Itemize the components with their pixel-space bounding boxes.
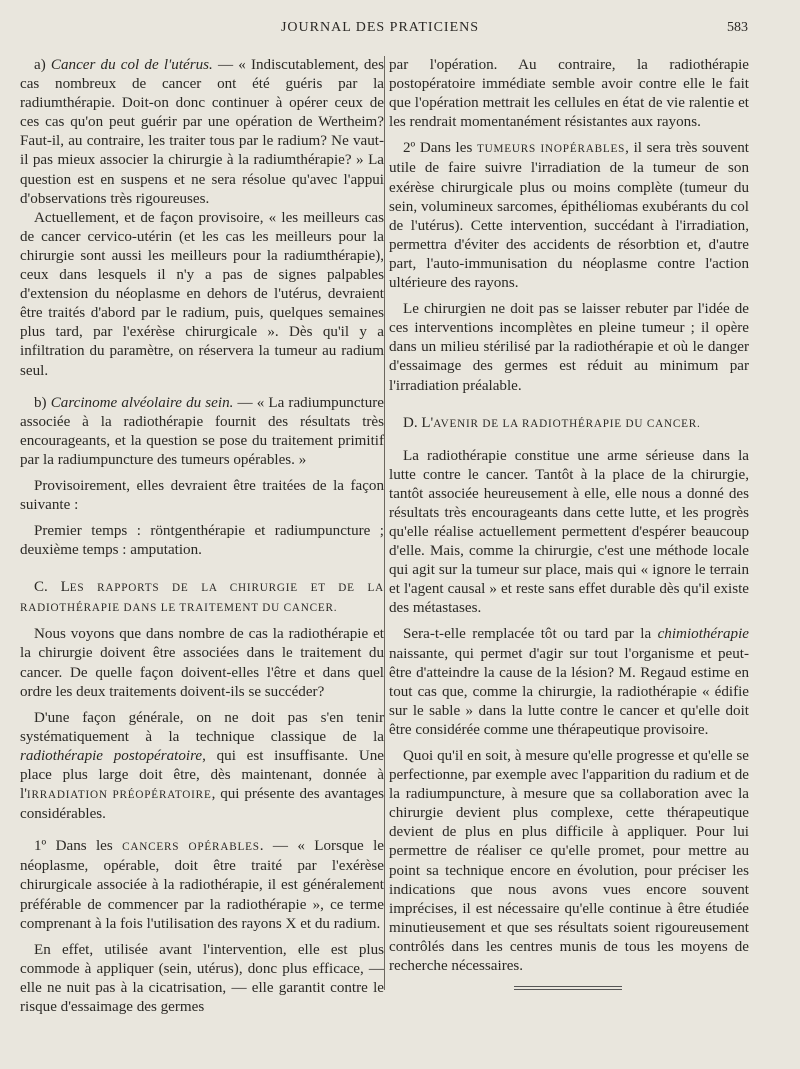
smallcaps-term: CANCERS OPÉRABLES (122, 841, 260, 854)
page-header (22, 20, 748, 44)
subheading-italic: Carcinome alvéolaire du sein. (50, 394, 234, 411)
paragraph-text: — « La radiumpuncture associée à la radiothérapie fournit des résultats très encourageants, et la question se pose du traitement primitif par la radiumpuncture des tumeurs opérables. » (20, 394, 384, 468)
item-label: a) (34, 57, 51, 73)
paragraph-cancer-col-uterus (20, 56, 384, 209)
paragraph-text: La radiothérapie constitue une arme sérieuse dans la lutte contre le cancer. Tantôt à la place de la chirurgie, tantôt associée heureusement à elle, elle nous a donné des résultats très encourageants dans cette lutte, et les progrès qu'elle réalise actuellement permettent d'espérer beaucoup d'elle. Mais, comme la chirurgie, c'est une méthode locale qui agit sur la tumeur sur place, mais qui « ignore le terrain et l'agent causal » et reste sans effet durable dès qu'il existe des métastases. (389, 447, 749, 617)
end-rule (514, 989, 622, 990)
subheading-italic: Cancer du col de l'utérus. (50, 57, 213, 73)
section-letter: C. L (34, 579, 70, 596)
paragraph-text: Actuellement, et de façon provisoire, « les meilleurs cas de cancer cervico-utérin (et les cas les meilleurs pour la chirurgie sont aussi les meilleurs pour la radiumthérapie), ceux dans lesquels il n'y a pas de signes palpables d'extension du néoplasme en dehors de l'utérus, devraient être traités d'abord par le radium, puis, quelques semaines plus tard, par l'exérèse chirurgicale ». Dès qu'il y a infiltration du paramètre, on réservera la tumeur au radium seul. (20, 209, 384, 379)
paragraph-text: Sera-t-elle remplacée tôt ou tard par la (403, 626, 658, 643)
paragraph-text: — « Indiscutablement, des cas nombreux de cancer ont été guéris par la radiumthérapie. Doit-on donc continuer à opérer ceux de ces cas qu'on peut guérir par une opération de Wertheim? Faut-il, au contraire, les traiter tous par le radium? Ne vaut-il pas mieux associer la chirurgie à la radiumthérapie? » La question est en suspens et ne sera résolue qu'avec l'appui d'observations très rigoureuses. (20, 57, 385, 207)
section-letter: D. L' (403, 414, 434, 431)
paragraph-chimiotherapie (389, 625, 749, 740)
column-divider (384, 56, 385, 990)
paragraph-text: par l'opération. Au contraire, la radiothérapie postopératoire immédiate semble avoir contre elle le fait que l'opération mettrait les cellules en état de vie ralentie et les rendrait momentanément résistantes aux rayons. (389, 57, 749, 131)
paragraph-tumeurs-inoperables (389, 139, 749, 293)
paragraph-text: Premier temps : röntgenthérapie et radiumpuncture ; deuxième temps : amputation. (20, 523, 384, 559)
paragraph-text: 1º Dans les (34, 838, 123, 855)
smallcaps-term: IRRADIATION PRÉOPÉRATOIRE (26, 789, 212, 802)
paragraph-text: D'une façon générale, on ne doit pas s'en tenir systématiquement à la technique classique de la (20, 709, 384, 745)
section-heading-d (389, 414, 749, 434)
italic-term: radiothérapie postopératoire (20, 747, 203, 764)
paragraph-text: En effet, utilisée avant l'intervention, elle est plus commode à appliquer (sein, utérus), donc plus efficace, — elle ne nuit pas à la cicatrisation, — elle garantit contre le risque d'essaimage des germes (20, 941, 384, 1016)
paragraph-text: , qui est insuffisante. Une place plus large doit être, dès maintenant, donnée à l' (20, 747, 384, 803)
italic-term: chimiothérapie (657, 626, 749, 643)
paragraph-cancers-operables (20, 837, 384, 933)
journal-title: JOURNAL DES PRATICIENS (280, 20, 480, 35)
paragraph-text: , qui présente des avantages considérables. (20, 786, 384, 823)
paragraph-text: Le chirurgien ne doit pas se laisser rebuter par l'idée de ces interventions incomplètes en pleine tumeur ; il opère dans un milieu stérilisé par la radiothérapie et où le danger d'essaimage des germes est réduit au minimum par l'irradiation préalable. (389, 301, 749, 394)
paragraph-radiotherapie (20, 709, 384, 825)
paragraph-text: Quoi qu'il en soit, à mesure qu'elle progresse et qu'elle se perfectionne, par exemple avec l'apparition du radium et de la radiumpuncture, à mesure que sa collaboration avec la chirurgie devient plus complexe, cette thérapeutique devient de plus en plus difficile à appliquer. Pour lui permettre de réaliser ce qu'elle promet, pour mettre au point sa technique encore en évolution, pour préciser les indications que nous avons vues encore souvent imprécises, il est nécessaire qu'elle continue à être étudiée minutieusement et que ses résultats soient rigoureusement contrôlés dans les centres munis de tous les moyens de recherche nécessaires. (389, 748, 749, 975)
left-column (20, 56, 384, 1017)
section-title: AVENIR DE LA RADIOTHÉRAPIE DU CANCER. (433, 417, 701, 430)
right-column (389, 56, 749, 976)
paragraph-text: , il sera très souvent utile de faire suivre l'irradiation de la tumeur de son exérèse chirurgicale plus ou moins complète (tumeur du sein, volumineux sarcomes, épithéliomas exubérants du col de l'utérus). Cette intervention, succédant à l'irradiation, permettra d'éviter des accidents de résorbtion et, d'autre part, l'auto-immunisation du néoplasme contre l'action ultérieure des rayons. (389, 140, 749, 292)
paragraph-text: Provisoirement, elles devraient être traitées de la façon suivante : (20, 477, 384, 514)
paragraph-text: Nous voyons que dans nombre de cas la radiothérapie et la chirurgie doivent être associées dans le traitement du cancer. De quelle façon doivent-elles l'être et dans quel ordre les deux traitements doivent-ils se succéder? (20, 626, 384, 700)
paragraph-carcinome-sein (20, 394, 384, 470)
paragraph-text: naissante, qui permet d'agir sur tout l'organisme et peut-être d'atteindre la cause de la lésion? M. Regaud estime en tout cas que, comme la chirurgie, la radiothérapie « édifie sur le sable » dans la lutte contre le cancer et qu'elle doit être considérée comme une thérapeutique provisoire. (389, 645, 749, 738)
paragraph-text: . — « Lorsque le néoplasme, opérable, doit être traité par l'exérèse chirurgicale associée à la radiothérapie, il est généralement préférable de commencer par la radiothérapie », ce terme comprenant à la fois l'utilisation des rayons X et du radium. (20, 838, 384, 932)
paragraph-text: 2º Dans les (403, 140, 477, 157)
item-label: b) (34, 394, 51, 411)
section-heading-c (20, 578, 384, 618)
section-title: ES RAPPORTS DE LA CHIRURGIE ET DE LA RADIOTHÉRAPIE DANS LE TRAITEMENT DU CANCER. (20, 582, 384, 615)
end-rule (514, 986, 622, 987)
smallcaps-term: TUMEURS INOPÉRABLES (476, 143, 626, 156)
page-number: 583 (727, 20, 748, 35)
